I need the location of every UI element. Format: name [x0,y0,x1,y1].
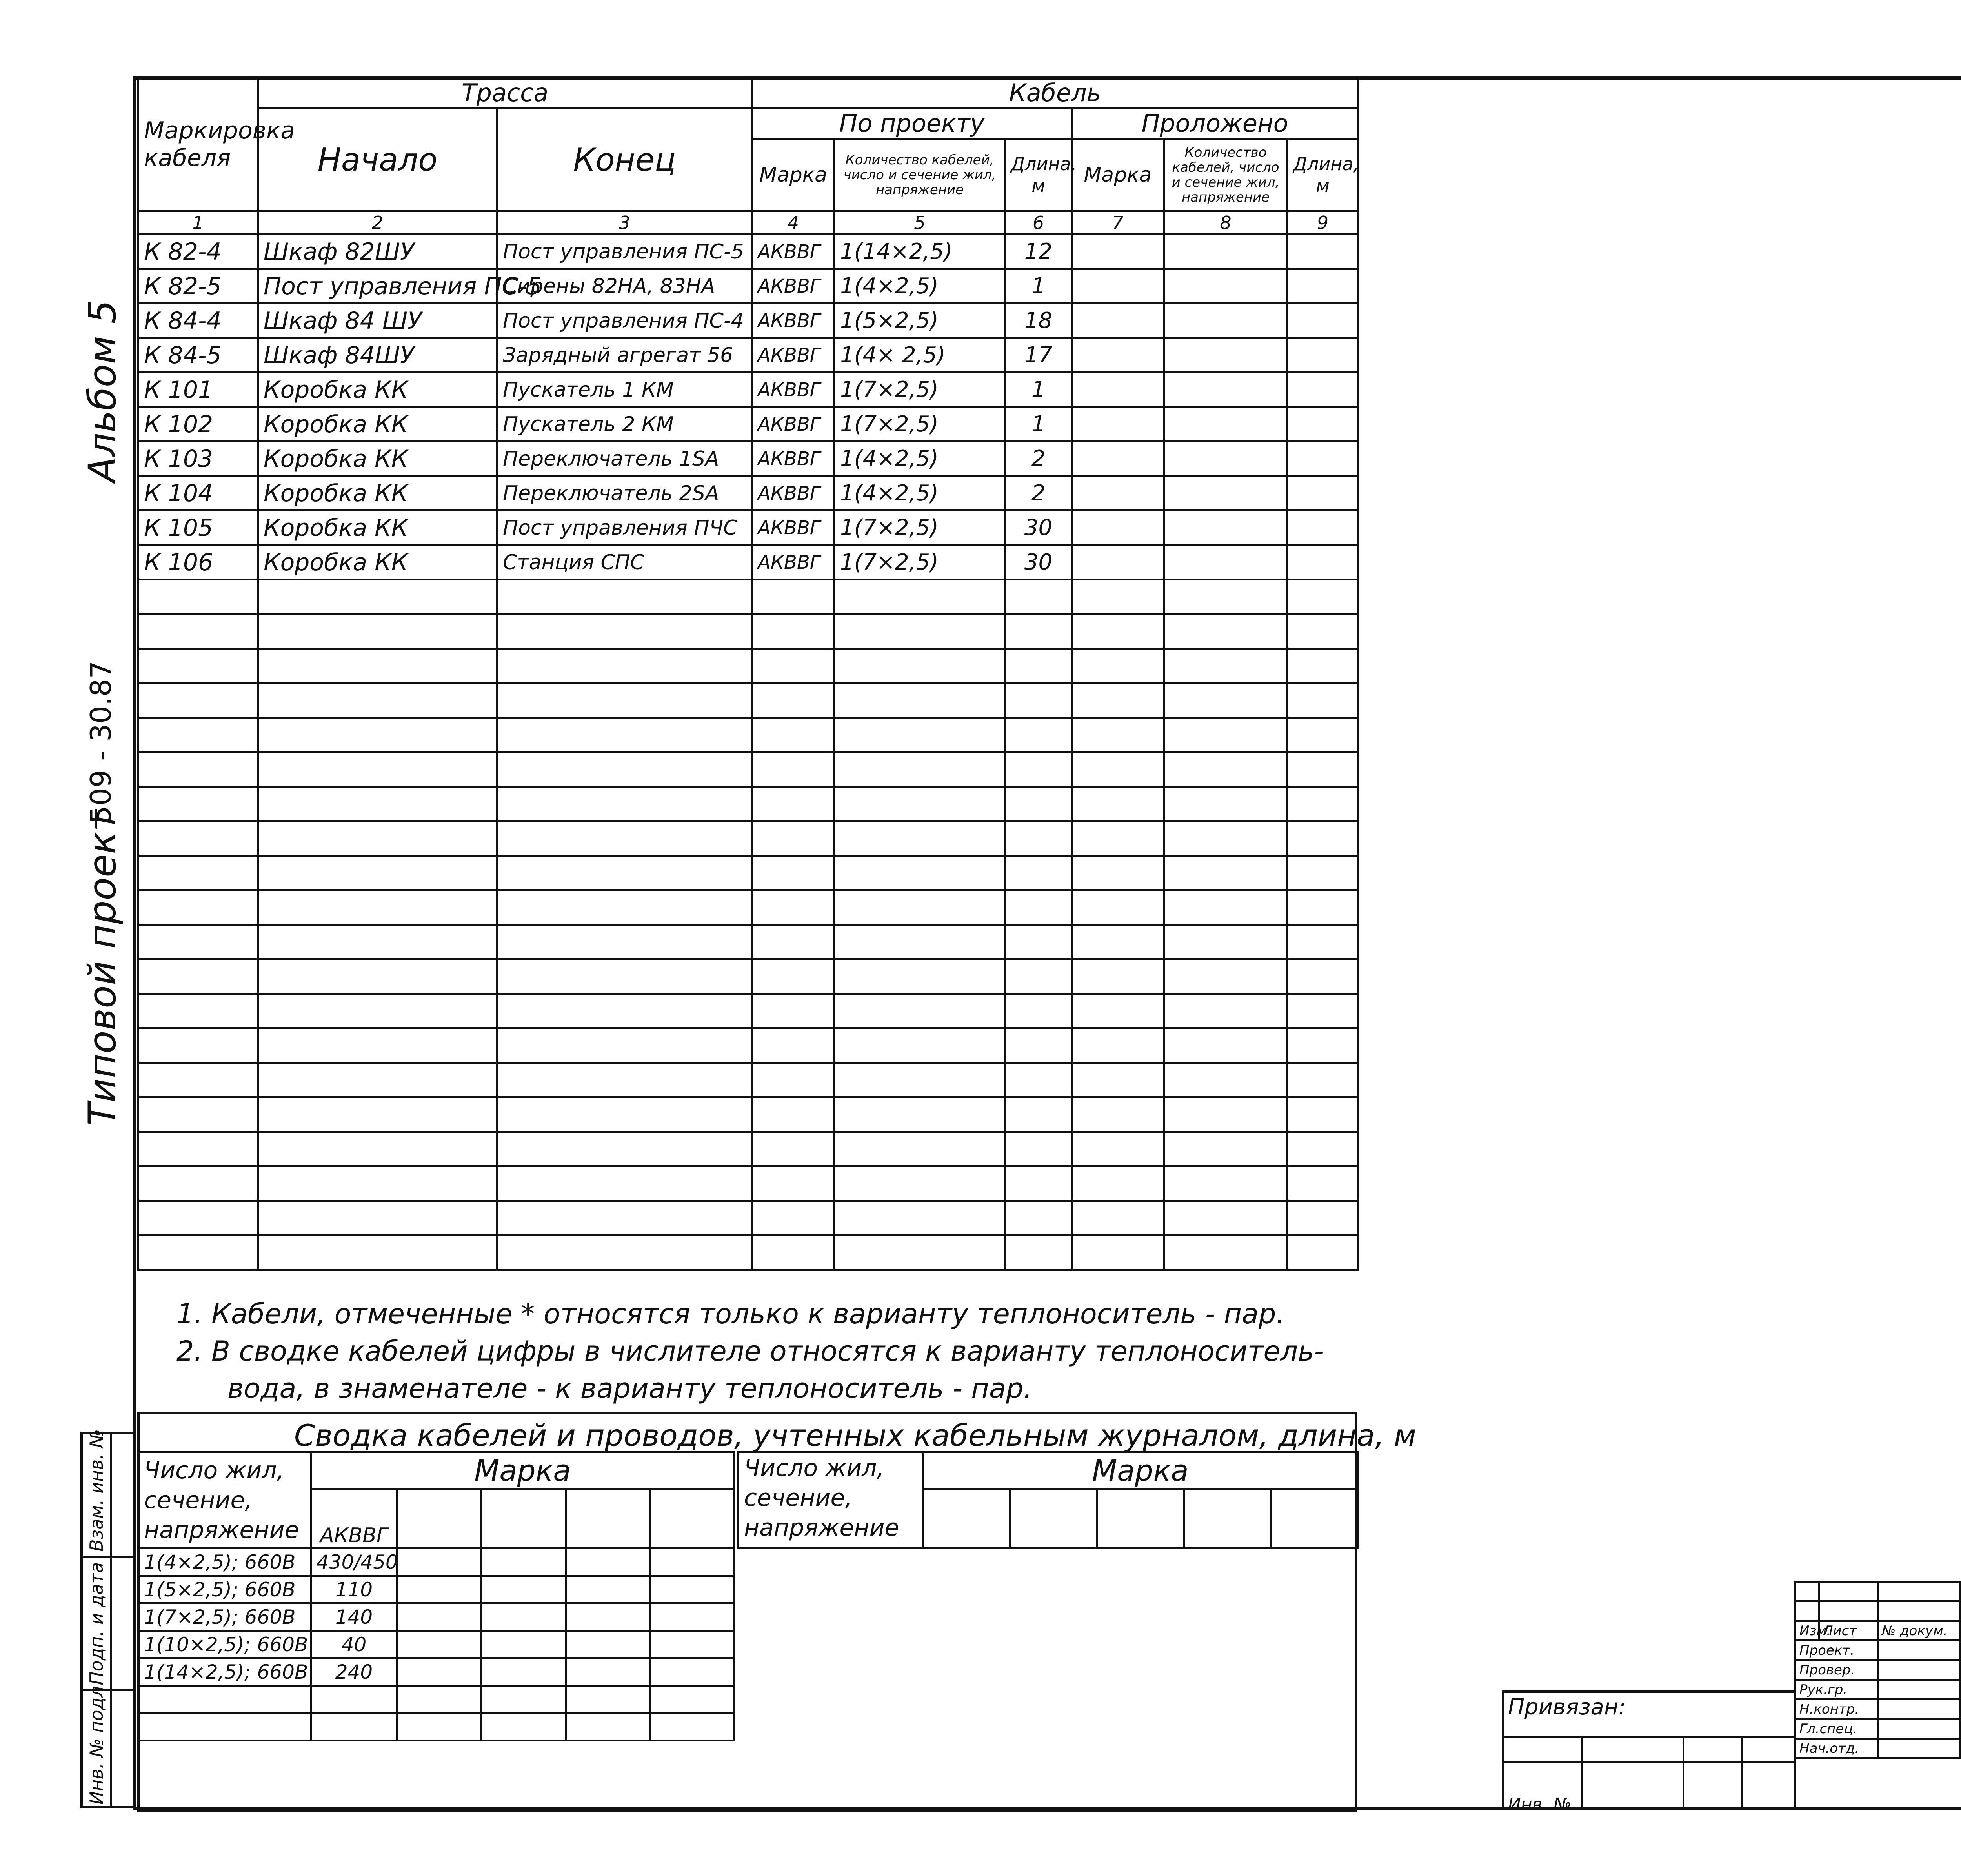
summary-cell: 1(4×2,5); 660В [138,1548,311,1576]
table-cell: 1(14×2,5) [835,235,1005,269]
col-num: 6 [1005,211,1072,235]
header-brand2: Марка [1072,139,1164,211]
signature-row [1795,1641,1961,1660]
table-cell: 17 [1005,338,1072,373]
table-cell: 1 [1005,269,1072,304]
table-cell: АКВВГ [752,235,835,269]
table-cell: Пускатель 1 КМ [497,373,752,407]
signature-row [1795,1680,1961,1699]
col-num: 7 [1072,211,1164,235]
header-length: Длина, м [1005,139,1072,211]
table-row [138,580,1358,614]
table-cell: Пост управления ПС-4 [497,304,752,338]
table-row [138,442,1358,476]
summary-cell: 1(14×2,5); 660В [138,1658,311,1686]
header-po-proektu: По проекту [752,108,1072,139]
table-cell: 1 [1005,407,1072,442]
table-row [138,718,1358,752]
note-1: 1. Кабели, отмеченные * относятся только к варианту теплоноситель - пар. [176,1298,1285,1330]
stamp-sign: Подп. и дата [86,1562,107,1685]
summary-row [138,1603,735,1631]
col-num: 4 [752,211,835,235]
table-row [138,1063,1358,1097]
table-cell: Коробка КК [258,407,497,442]
summary-cell: 140 [311,1603,397,1631]
table-cell: 2 [1005,476,1072,511]
table-row [138,407,1358,442]
table-row [138,1236,1358,1270]
table-cell: К 104 [138,476,258,511]
table-cell: 1(4×2,5) [835,442,1005,476]
col-num: 2 [258,211,497,235]
table-cell: Сирены 82НА, 83НА [497,269,752,304]
table-row [138,1028,1358,1063]
header-marking: Маркировка кабеля [138,78,258,211]
summary-row [138,1658,735,1686]
summary-brand: АКВВГ [311,1490,397,1548]
signature-row [1795,1719,1961,1739]
table-cell: АКВВГ [752,338,835,373]
table-row [138,511,1358,545]
project-label: Типовой проект [80,809,124,1126]
table-row [138,787,1358,821]
table-cell: К 84-4 [138,304,258,338]
table-cell: 30 [1005,545,1072,580]
summary-cell: 40 [311,1631,397,1658]
tb-col: Лист [1819,1621,1878,1641]
table-cell: Станция СПС [497,545,752,580]
summary-title: Сводка кабелей и проводов, учтенных кабельным журналом, длина, м [294,1418,1417,1453]
table-row [138,614,1358,649]
header-start: Начало [258,108,497,211]
summary-col-header: Число жил, сечение, напряжение [138,1452,311,1548]
note-2: 2. В сводке кабелей цифры в числителе относятся к варианту теплоноситель- [176,1335,1324,1367]
table-cell: АКВВГ [752,442,835,476]
table-row [138,476,1358,511]
summary-cell: 1(5×2,5); 660В [138,1576,311,1603]
signature-role: Нач.отд. [1795,1739,1878,1758]
table-cell: 1(7×2,5) [835,511,1005,545]
table-cell: 1(5×2,5) [835,304,1005,338]
summary-cell: 430/450 [311,1548,397,1576]
stamp-inv: Инв. № подл. [86,1680,107,1805]
table-row [138,683,1358,718]
table-cell: Пост управления ПЧС [497,511,752,545]
table-cell: К 106 [138,545,258,580]
table-row [138,856,1358,890]
table-row [138,304,1358,338]
table-cell: К 102 [138,407,258,442]
summary-marka-header: Марка [311,1452,735,1490]
table-cell: К 84-5 [138,338,258,373]
table-cell: Пост управления ПС-5 [497,235,752,269]
journal-body [138,235,1358,1270]
summary-cell: 110 [311,1576,397,1603]
table-row [138,821,1358,856]
table-cell: К 82-5 [138,269,258,304]
table-cell: 30 [1005,511,1072,545]
inv-label: Инв. № [1508,1794,1572,1814]
header-brand: Марка [752,139,835,211]
table-row [138,1097,1358,1132]
table-cell: Переключатель 1SA [497,442,752,476]
table-row [138,959,1358,994]
table-cell: АКВВГ [752,269,835,304]
header-end: Конец [497,108,752,211]
col-num: 5 [835,211,1005,235]
table-cell: 1(4×2,5) [835,476,1005,511]
table-row [138,269,1358,304]
signature-row [1795,1660,1961,1680]
summary-col-header-right: Число жил, сечение, напряжение [739,1452,923,1548]
summary-row [138,1631,735,1658]
album-label: Альбом 5 [80,300,124,482]
table-row [138,649,1358,683]
table-cell: Коробка КК [258,442,497,476]
header-length2: Длина, м [1288,139,1358,211]
summary-cell: 1(10×2,5); 660В [138,1631,311,1658]
header-cores: Количество кабелей, число и сечение жил, напряжение [835,139,1005,211]
table-row [138,1201,1358,1236]
table-cell: Пост управления ПС-5 [258,269,497,304]
table-cell: Коробка КК [258,545,497,580]
table-cell: 18 [1005,304,1072,338]
table-cell: К 105 [138,511,258,545]
table-row [138,890,1358,925]
table-cell: К 103 [138,442,258,476]
table-cell: Шкаф 84ШУ [258,338,497,373]
table-row [138,1166,1358,1201]
table-cell: К 82-4 [138,235,258,269]
table-row [138,925,1358,959]
signature-row [1795,1699,1961,1719]
signature-row [1795,1739,1961,1758]
table-cell: Зарядный агрегат 56 [497,338,752,373]
tb-col: Изм. [1795,1621,1819,1641]
table-cell: Коробка КК [258,476,497,511]
table-cell: АКВВГ [752,545,835,580]
table-cell: АКВВГ [752,511,835,545]
summary-row [138,1686,735,1713]
table-cell: 1(7×2,5) [835,373,1005,407]
table-row [138,373,1358,407]
summary-cell: 1(7×2,5); 660В [138,1603,311,1631]
summary-table-left [137,1451,735,1741]
table-row [138,1132,1358,1166]
cable-journal-table [137,76,1359,1271]
signature-role: Гл.спец. [1795,1719,1878,1739]
header-trassa: Трасса [258,78,752,108]
col-num: 8 [1164,211,1288,235]
table-row [138,545,1358,580]
table-cell: АКВВГ [752,304,835,338]
col-num: 9 [1288,211,1358,235]
table-cell: 1(4× 2,5) [835,338,1005,373]
summary-cell: 240 [311,1658,397,1686]
table-cell: АКВВГ [752,476,835,511]
table-cell: АКВВГ [752,373,835,407]
signature-role: Рук.гр. [1795,1680,1878,1699]
col-num: 3 [497,211,752,235]
summary-row [138,1713,735,1741]
summary-table-right [737,1451,1359,1549]
table-row [138,235,1358,269]
column-numbers-row [138,211,1358,235]
side-stamp [80,1429,135,1808]
signature-role: Провер. [1795,1660,1878,1680]
note-3: вода, в знаменателе - к варианту теплоноситель - пар. [227,1372,1032,1405]
table-cell: Шкаф 84 ШУ [258,304,497,338]
signature-role: Н.контр. [1795,1699,1878,1719]
table-row [138,752,1358,787]
table-row [138,994,1358,1028]
table-cell: 2 [1005,442,1072,476]
header-prolozheno: Проложено [1072,108,1358,139]
table-cell: 1 [1005,373,1072,407]
table-cell: К 101 [138,373,258,407]
stamp-replace: Взам. инв. № [86,1429,107,1552]
table-cell: 1(4×2,5) [835,269,1005,304]
project-code-label: 509 - 30.87 [84,661,117,824]
summary-row [138,1576,735,1603]
table-cell: Переключатель 2SA [497,476,752,511]
table-cell: 1(7×2,5) [835,545,1005,580]
summary-marka-header-right: Марка [923,1452,1358,1490]
header-cores2: Количество кабелей, число и сечение жил, напряжение [1164,139,1288,211]
table-cell: АКВВГ [752,407,835,442]
table-cell: Пускатель 2 КМ [497,407,752,442]
table-cell: Коробка КК [258,373,497,407]
summary-row [138,1548,735,1576]
privyazan-label: Привязан: [1508,1694,1626,1720]
signatures-table [1794,1581,1961,1759]
summary-body [138,1548,735,1741]
table-row [138,338,1358,373]
col-num: 1 [138,211,258,235]
header-kabel: Кабель [752,78,1358,108]
title-block [1502,1581,1961,1814]
signature-role: Проект. [1795,1641,1878,1660]
table-cell: 12 [1005,235,1072,269]
tb-col: № докум. [1878,1621,1960,1641]
table-cell: Коробка КК [258,511,497,545]
table-cell: Шкаф 82ШУ [258,235,497,269]
table-cell: 1(7×2,5) [835,407,1005,442]
